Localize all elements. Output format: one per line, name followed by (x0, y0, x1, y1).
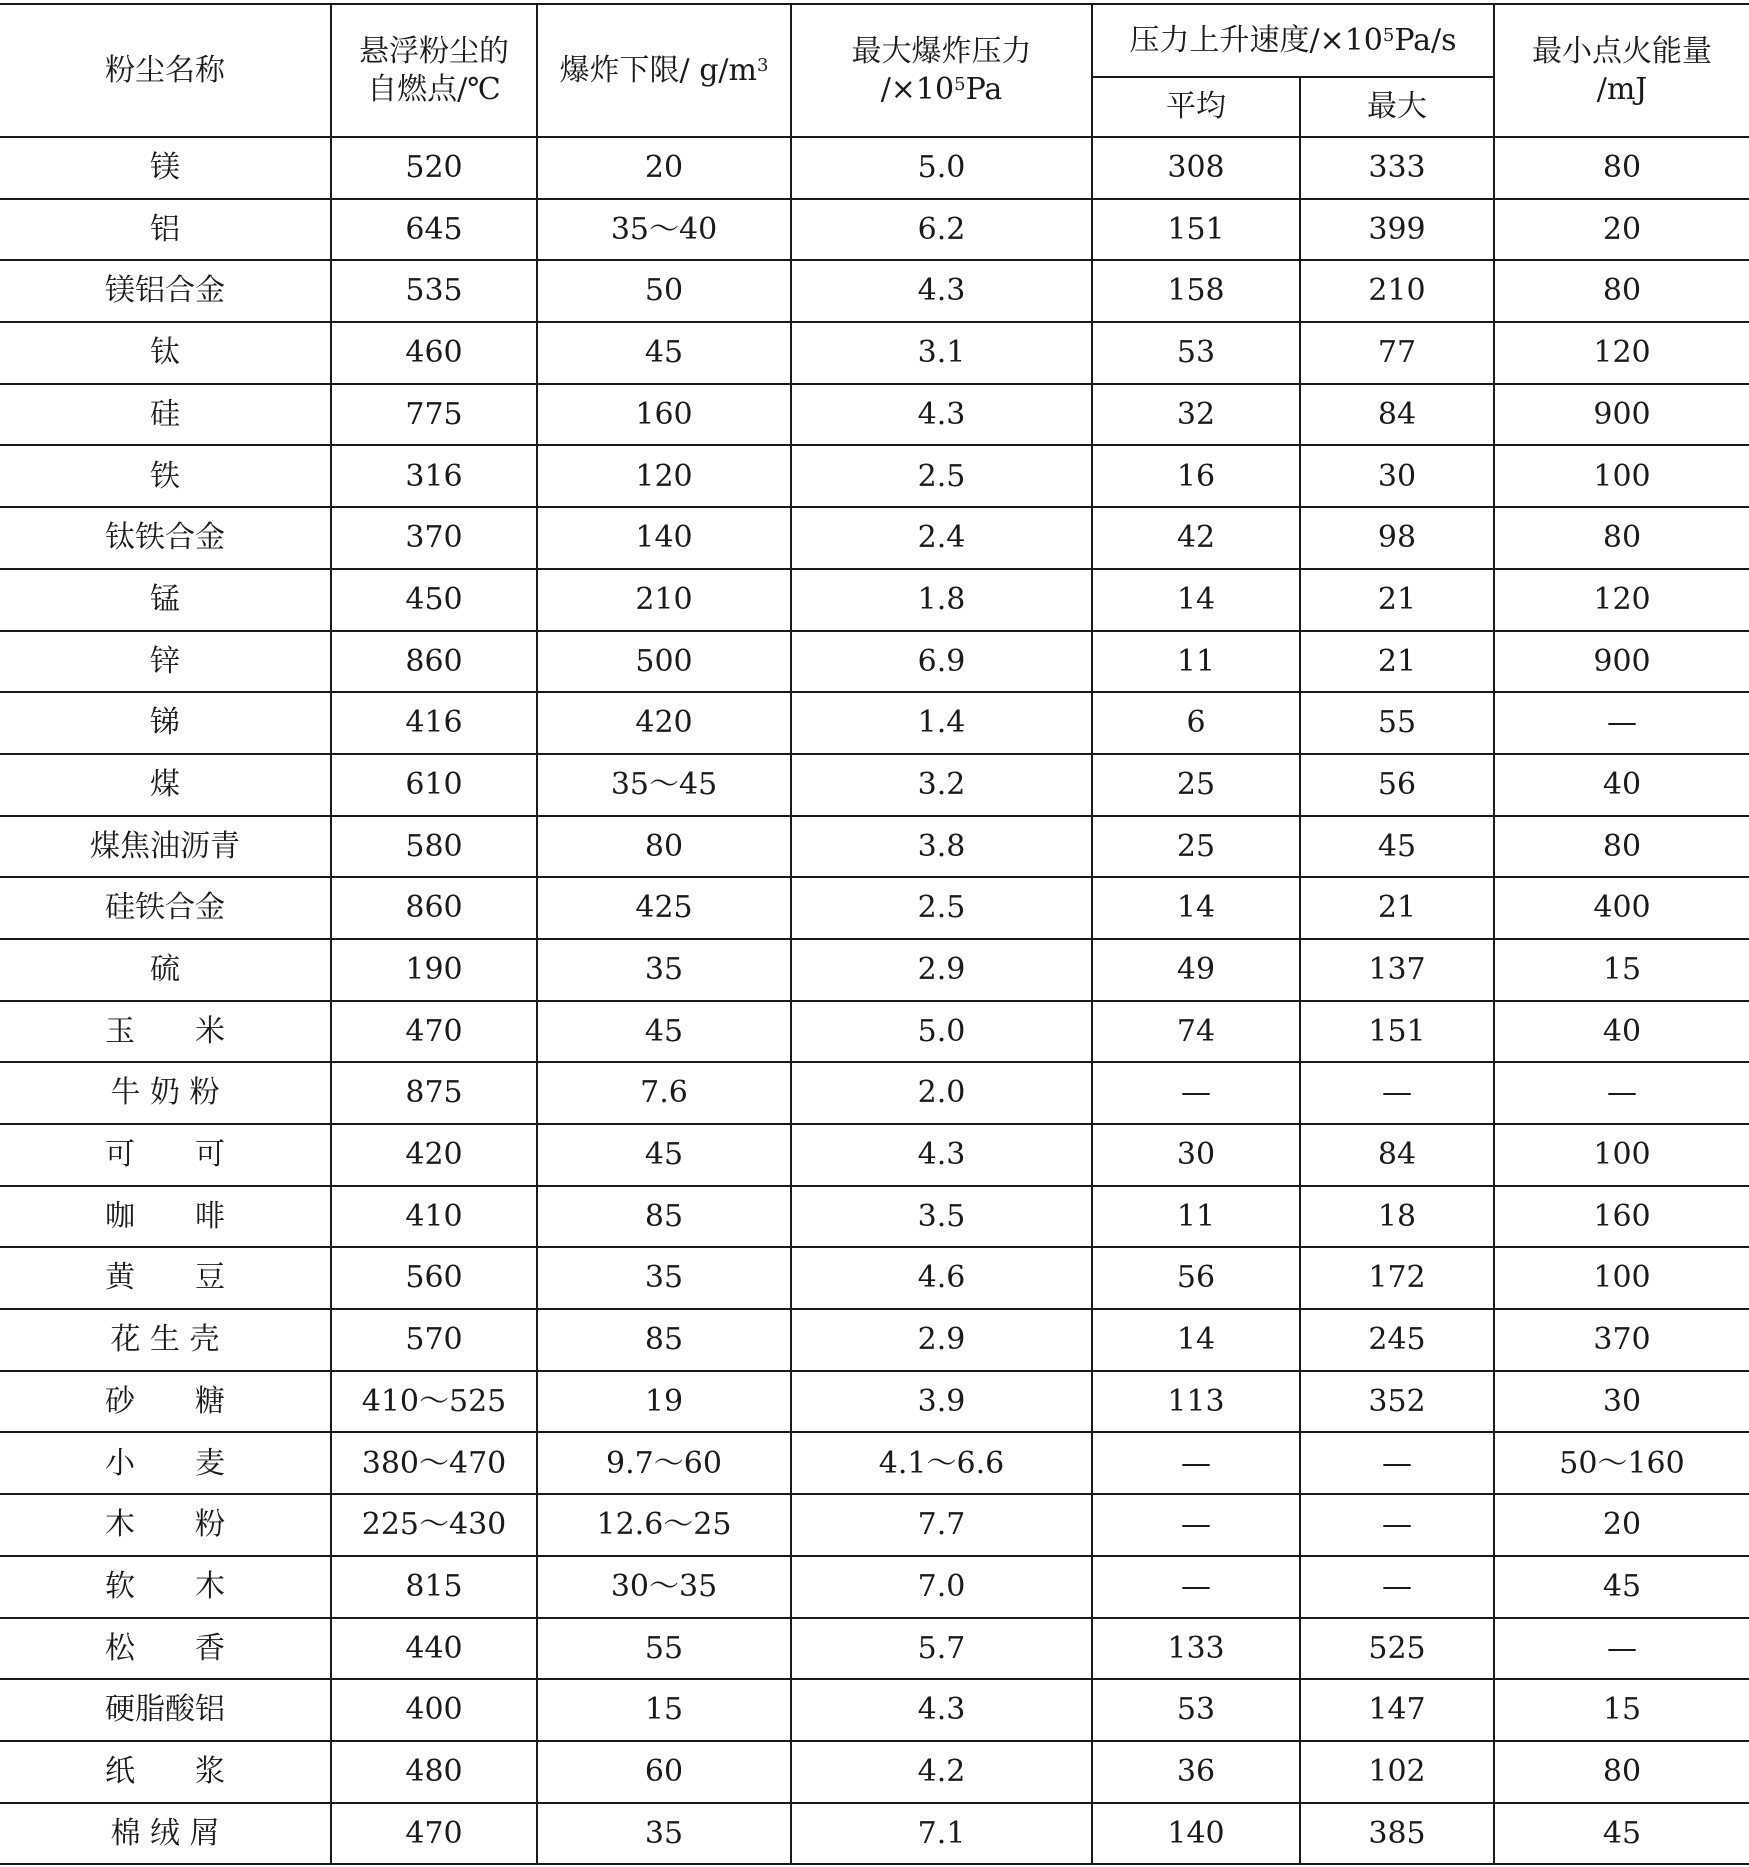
cell-dust-name: 镁铝合金 (0, 260, 331, 322)
cell-autoignition-point: 775 (331, 384, 537, 446)
table-row (0, 692, 1749, 754)
cell-rise-maximum: 84 (1300, 384, 1494, 446)
cell-min-ignition-energy: 30 (1494, 1371, 1749, 1433)
table-row (0, 1186, 1749, 1248)
cell-rise-average: 14 (1092, 877, 1300, 939)
cell-max-explosion-pressure: 1.4 (791, 692, 1092, 754)
cell-dust-name: 硫 (0, 939, 331, 1001)
cell-min-ignition-energy: 80 (1494, 260, 1749, 322)
cell-min-ignition-energy: — (1494, 692, 1749, 754)
cell-rise-average: 25 (1092, 754, 1300, 816)
cell-rise-average: 30 (1092, 1124, 1300, 1186)
table-row (0, 1494, 1749, 1556)
cell-max-explosion-pressure: 5.7 (791, 1618, 1092, 1680)
cell-lower-explosion-limit: 50 (537, 260, 791, 322)
cell-rise-maximum: — (1300, 1556, 1494, 1618)
cell-rise-maximum: 172 (1300, 1247, 1494, 1309)
table-row (0, 199, 1749, 261)
table-row (0, 137, 1749, 199)
cell-max-explosion-pressure: 3.2 (791, 754, 1092, 816)
cell-rise-maximum: 84 (1300, 1124, 1494, 1186)
table-row (0, 1556, 1749, 1618)
cell-max-explosion-pressure: 4.3 (791, 384, 1092, 446)
header-max-pressure-line2-post: Pa (965, 71, 1003, 107)
cell-lower-explosion-limit: 19 (537, 1371, 791, 1433)
cell-max-explosion-pressure: 2.9 (791, 939, 1092, 1001)
cell-rise-average: 53 (1092, 322, 1300, 384)
cell-rise-average: 308 (1092, 137, 1300, 199)
cell-max-explosion-pressure: 2.9 (791, 1309, 1092, 1371)
cell-lower-explosion-limit: 30～35 (537, 1556, 791, 1618)
cell-rise-maximum: 18 (1300, 1186, 1494, 1248)
cell-lower-explosion-limit: 425 (537, 877, 791, 939)
cell-rise-maximum: 399 (1300, 199, 1494, 261)
cell-rise-maximum: 385 (1300, 1803, 1494, 1865)
header-pressure-rise-rate (1092, 4, 1494, 77)
cell-autoignition-point: 190 (331, 939, 537, 1001)
cell-rise-maximum: 30 (1300, 445, 1494, 507)
cell-lower-explosion-limit: 45 (537, 322, 791, 384)
header-max-explosion-pressure (791, 4, 1092, 137)
cell-rise-average: 56 (1092, 1247, 1300, 1309)
header-rise-rate-sup: 5 (1382, 24, 1395, 46)
cell-max-explosion-pressure: 6.2 (791, 199, 1092, 261)
table-row (0, 1124, 1749, 1186)
cell-dust-name: 纸 浆 (0, 1741, 331, 1803)
cell-lower-explosion-limit: 420 (537, 692, 791, 754)
cell-max-explosion-pressure: 3.5 (791, 1186, 1092, 1248)
cell-dust-name: 硬脂酸铝 (0, 1679, 331, 1741)
cell-rise-maximum: 210 (1300, 260, 1494, 322)
header-rise-average: 平均 (1092, 77, 1300, 137)
cell-min-ignition-energy: — (1494, 1618, 1749, 1680)
cell-rise-average: 16 (1092, 445, 1300, 507)
cell-lower-explosion-limit: 85 (537, 1186, 791, 1248)
cell-autoignition-point: 645 (331, 199, 537, 261)
cell-dust-name: 钛 (0, 322, 331, 384)
cell-autoignition-point: 225～430 (331, 1494, 537, 1556)
cell-min-ignition-energy: 400 (1494, 877, 1749, 939)
cell-rise-maximum: 21 (1300, 877, 1494, 939)
table-row (0, 260, 1749, 322)
table-row (0, 569, 1749, 631)
cell-min-ignition-energy: 40 (1494, 1001, 1749, 1063)
cell-autoignition-point: 860 (331, 877, 537, 939)
cell-rise-maximum: — (1300, 1432, 1494, 1494)
header-min-ignition-line1: 最小点火能量 (1532, 34, 1713, 69)
cell-autoignition-point: 535 (331, 260, 537, 322)
cell-autoignition-point: 420 (331, 1124, 537, 1186)
header-lower-limit-sup: 3 (756, 54, 769, 76)
header-min-ignition-energy (1494, 4, 1749, 137)
cell-max-explosion-pressure: 4.3 (791, 1124, 1092, 1186)
cell-rise-average: 133 (1092, 1618, 1300, 1680)
table-row (0, 1679, 1749, 1741)
cell-dust-name: 铁 (0, 445, 331, 507)
cell-min-ignition-energy: 80 (1494, 507, 1749, 569)
cell-autoignition-point: 316 (331, 445, 537, 507)
cell-dust-name: 硅铁合金 (0, 877, 331, 939)
cell-dust-name: 煤 (0, 754, 331, 816)
table-row (0, 1247, 1749, 1309)
cell-max-explosion-pressure: 4.3 (791, 1679, 1092, 1741)
cell-autoignition-point: 460 (331, 322, 537, 384)
cell-min-ignition-energy: 900 (1494, 631, 1749, 693)
cell-dust-name: 煤焦油沥青 (0, 816, 331, 878)
cell-rise-average: 14 (1092, 1309, 1300, 1371)
cell-rise-average: 25 (1092, 816, 1300, 878)
cell-autoignition-point: 370 (331, 507, 537, 569)
cell-dust-name: 锑 (0, 692, 331, 754)
cell-min-ignition-energy: 100 (1494, 1124, 1749, 1186)
table-row (0, 1618, 1749, 1680)
header-autoignition-line1: 悬浮粉尘的 (359, 34, 509, 69)
table-row (0, 754, 1749, 816)
header-max-pressure-sup: 5 (954, 73, 966, 95)
table-body (0, 137, 1749, 1864)
header-rise-rate-pre: 压力上升速度/×10 (1129, 22, 1383, 58)
cell-min-ignition-energy: 900 (1494, 384, 1749, 446)
header-min-ignition-line2: /mJ (1596, 71, 1648, 107)
cell-min-ignition-energy: 15 (1494, 939, 1749, 1001)
cell-autoignition-point: 440 (331, 1618, 537, 1680)
cell-dust-name: 咖 啡 (0, 1186, 331, 1248)
cell-lower-explosion-limit: 35 (537, 939, 791, 1001)
cell-rise-average: 140 (1092, 1803, 1300, 1865)
cell-min-ignition-energy: 45 (1494, 1803, 1749, 1865)
table-row (0, 1001, 1749, 1063)
cell-lower-explosion-limit: 35～40 (537, 199, 791, 261)
cell-lower-explosion-limit: 12.6～25 (537, 1494, 791, 1556)
cell-lower-explosion-limit: 35～45 (537, 754, 791, 816)
cell-max-explosion-pressure: 5.0 (791, 137, 1092, 199)
cell-lower-explosion-limit: 55 (537, 1618, 791, 1680)
cell-rise-average: 11 (1092, 631, 1300, 693)
cell-lower-explosion-limit: 160 (537, 384, 791, 446)
cell-dust-name: 玉 米 (0, 1001, 331, 1063)
cell-dust-name: 木 粉 (0, 1494, 331, 1556)
header-max-pressure-line2-pre: /×10 (880, 71, 955, 107)
cell-lower-explosion-limit: 120 (537, 445, 791, 507)
table-row (0, 445, 1749, 507)
cell-min-ignition-energy: 15 (1494, 1679, 1749, 1741)
cell-rise-average: 49 (1092, 939, 1300, 1001)
cell-dust-name: 砂 糖 (0, 1371, 331, 1433)
cell-rise-maximum: 98 (1300, 507, 1494, 569)
cell-min-ignition-energy: 100 (1494, 1247, 1749, 1309)
table-row (0, 1803, 1749, 1865)
cell-max-explosion-pressure: 6.9 (791, 631, 1092, 693)
cell-min-ignition-energy: 50～160 (1494, 1432, 1749, 1494)
cell-rise-maximum: 56 (1300, 754, 1494, 816)
table-row (0, 322, 1749, 384)
cell-dust-name: 小 麦 (0, 1432, 331, 1494)
cell-lower-explosion-limit: 35 (537, 1803, 791, 1865)
cell-lower-explosion-limit: 140 (537, 507, 791, 569)
cell-min-ignition-energy: 120 (1494, 569, 1749, 631)
cell-rise-average: — (1092, 1432, 1300, 1494)
cell-lower-explosion-limit: 35 (537, 1247, 791, 1309)
cell-dust-name: 铝 (0, 199, 331, 261)
table-row (0, 1371, 1749, 1433)
cell-dust-name: 钛铁合金 (0, 507, 331, 569)
header-dust-name: 粉尘名称 (0, 4, 331, 137)
cell-rise-maximum: 55 (1300, 692, 1494, 754)
cell-autoignition-point: 410～525 (331, 1371, 537, 1433)
cell-rise-maximum: 525 (1300, 1618, 1494, 1680)
dust-explosion-table (0, 3, 1749, 1865)
cell-max-explosion-pressure: 5.0 (791, 1001, 1092, 1063)
cell-max-explosion-pressure: 7.0 (791, 1556, 1092, 1618)
cell-autoignition-point: 410 (331, 1186, 537, 1248)
cell-autoignition-point: 580 (331, 816, 537, 878)
table-row (0, 1432, 1749, 1494)
cell-min-ignition-energy: 370 (1494, 1309, 1749, 1371)
cell-dust-name: 硅 (0, 384, 331, 446)
cell-rise-maximum: 333 (1300, 137, 1494, 199)
cell-rise-average: — (1092, 1062, 1300, 1124)
cell-rise-maximum: 245 (1300, 1309, 1494, 1371)
table-row (0, 1309, 1749, 1371)
cell-rise-average: 53 (1092, 1679, 1300, 1741)
header-lower-explosion-limit (537, 4, 791, 137)
table-row (0, 1062, 1749, 1124)
cell-lower-explosion-limit: 15 (537, 1679, 791, 1741)
cell-autoignition-point: 610 (331, 754, 537, 816)
cell-lower-explosion-limit: 9.7～60 (537, 1432, 791, 1494)
cell-lower-explosion-limit: 7.6 (537, 1062, 791, 1124)
cell-min-ignition-energy: 120 (1494, 322, 1749, 384)
cell-min-ignition-energy: 40 (1494, 754, 1749, 816)
cell-dust-name: 花 生 壳 (0, 1309, 331, 1371)
cell-autoignition-point: 480 (331, 1741, 537, 1803)
header-autoignition-point (331, 4, 537, 137)
cell-rise-average: — (1092, 1494, 1300, 1556)
cell-min-ignition-energy: 80 (1494, 137, 1749, 199)
cell-lower-explosion-limit: 85 (537, 1309, 791, 1371)
cell-rise-average: 74 (1092, 1001, 1300, 1063)
cell-min-ignition-energy: 45 (1494, 1556, 1749, 1618)
cell-max-explosion-pressure: 4.1～6.6 (791, 1432, 1092, 1494)
cell-autoignition-point: 416 (331, 692, 537, 754)
cell-lower-explosion-limit: 45 (537, 1124, 791, 1186)
cell-max-explosion-pressure: 2.4 (791, 507, 1092, 569)
cell-lower-explosion-limit: 210 (537, 569, 791, 631)
cell-min-ignition-energy: 80 (1494, 816, 1749, 878)
cell-autoignition-point: 875 (331, 1062, 537, 1124)
cell-dust-name: 镁 (0, 137, 331, 199)
table-row (0, 631, 1749, 693)
cell-lower-explosion-limit: 60 (537, 1741, 791, 1803)
cell-max-explosion-pressure: 2.0 (791, 1062, 1092, 1124)
cell-autoignition-point: 470 (331, 1803, 537, 1865)
cell-rise-maximum: 151 (1300, 1001, 1494, 1063)
cell-dust-name: 黄 豆 (0, 1247, 331, 1309)
table-row (0, 816, 1749, 878)
cell-autoignition-point: 560 (331, 1247, 537, 1309)
cell-autoignition-point: 520 (331, 137, 537, 199)
cell-rise-maximum: 102 (1300, 1741, 1494, 1803)
cell-max-explosion-pressure: 3.1 (791, 322, 1092, 384)
cell-autoignition-point: 470 (331, 1001, 537, 1063)
cell-autoignition-point: 400 (331, 1679, 537, 1741)
cell-max-explosion-pressure: 4.2 (791, 1741, 1092, 1803)
cell-max-explosion-pressure: 1.8 (791, 569, 1092, 631)
cell-min-ignition-energy: 20 (1494, 1494, 1749, 1556)
cell-rise-average: 113 (1092, 1371, 1300, 1433)
cell-max-explosion-pressure: 2.5 (791, 445, 1092, 507)
cell-rise-maximum: 77 (1300, 322, 1494, 384)
cell-rise-average: 42 (1092, 507, 1300, 569)
cell-dust-name: 棉 绒 屑 (0, 1803, 331, 1865)
cell-max-explosion-pressure: 7.1 (791, 1803, 1092, 1865)
cell-dust-name: 锰 (0, 569, 331, 631)
cell-lower-explosion-limit: 80 (537, 816, 791, 878)
cell-rise-maximum: 45 (1300, 816, 1494, 878)
cell-rise-average: 11 (1092, 1186, 1300, 1248)
cell-lower-explosion-limit: 45 (537, 1001, 791, 1063)
cell-rise-maximum: 21 (1300, 569, 1494, 631)
cell-autoignition-point: 570 (331, 1309, 537, 1371)
cell-min-ignition-energy: 100 (1494, 445, 1749, 507)
table-row (0, 1741, 1749, 1803)
cell-autoignition-point: 860 (331, 631, 537, 693)
cell-max-explosion-pressure: 7.7 (791, 1494, 1092, 1556)
header-autoignition-line2: 自燃点/℃ (367, 71, 501, 107)
cell-rise-maximum: 352 (1300, 1371, 1494, 1433)
cell-min-ignition-energy: 80 (1494, 1741, 1749, 1803)
cell-autoignition-point: 380～470 (331, 1432, 537, 1494)
cell-dust-name: 牛 奶 粉 (0, 1062, 331, 1124)
cell-max-explosion-pressure: 3.8 (791, 816, 1092, 878)
cell-dust-name: 锌 (0, 631, 331, 693)
cell-dust-name: 软 木 (0, 1556, 331, 1618)
table-row (0, 877, 1749, 939)
cell-rise-average: 14 (1092, 569, 1300, 631)
cell-autoignition-point: 450 (331, 569, 537, 631)
table-row (0, 384, 1749, 446)
cell-min-ignition-energy: 20 (1494, 199, 1749, 261)
header-rise-maximum: 最大 (1300, 77, 1494, 137)
cell-autoignition-point: 815 (331, 1556, 537, 1618)
header-rise-rate-post: Pa/s (1394, 22, 1457, 58)
cell-rise-average: 151 (1092, 199, 1300, 261)
cell-min-ignition-energy: — (1494, 1062, 1749, 1124)
cell-rise-average: 36 (1092, 1741, 1300, 1803)
cell-lower-explosion-limit: 500 (537, 631, 791, 693)
header-max-pressure-line1: 最大爆炸压力 (851, 34, 1032, 69)
cell-dust-name: 可 可 (0, 1124, 331, 1186)
cell-rise-maximum: 137 (1300, 939, 1494, 1001)
cell-rise-maximum: — (1300, 1494, 1494, 1556)
cell-rise-maximum: 21 (1300, 631, 1494, 693)
cell-max-explosion-pressure: 2.5 (791, 877, 1092, 939)
cell-rise-average: — (1092, 1556, 1300, 1618)
cell-rise-average: 6 (1092, 692, 1300, 754)
table-header (0, 4, 1749, 137)
cell-rise-maximum: — (1300, 1062, 1494, 1124)
cell-rise-maximum: 147 (1300, 1679, 1494, 1741)
cell-rise-average: 158 (1092, 260, 1300, 322)
cell-max-explosion-pressure: 4.3 (791, 260, 1092, 322)
header-lower-limit-text: 爆炸下限/ g/m (559, 52, 757, 88)
cell-lower-explosion-limit: 20 (537, 137, 791, 199)
cell-max-explosion-pressure: 4.6 (791, 1247, 1092, 1309)
table-row (0, 939, 1749, 1001)
table-row (0, 507, 1749, 569)
cell-min-ignition-energy: 160 (1494, 1186, 1749, 1248)
cell-rise-average: 32 (1092, 384, 1300, 446)
cell-dust-name: 松 香 (0, 1618, 331, 1680)
cell-max-explosion-pressure: 3.9 (791, 1371, 1092, 1433)
